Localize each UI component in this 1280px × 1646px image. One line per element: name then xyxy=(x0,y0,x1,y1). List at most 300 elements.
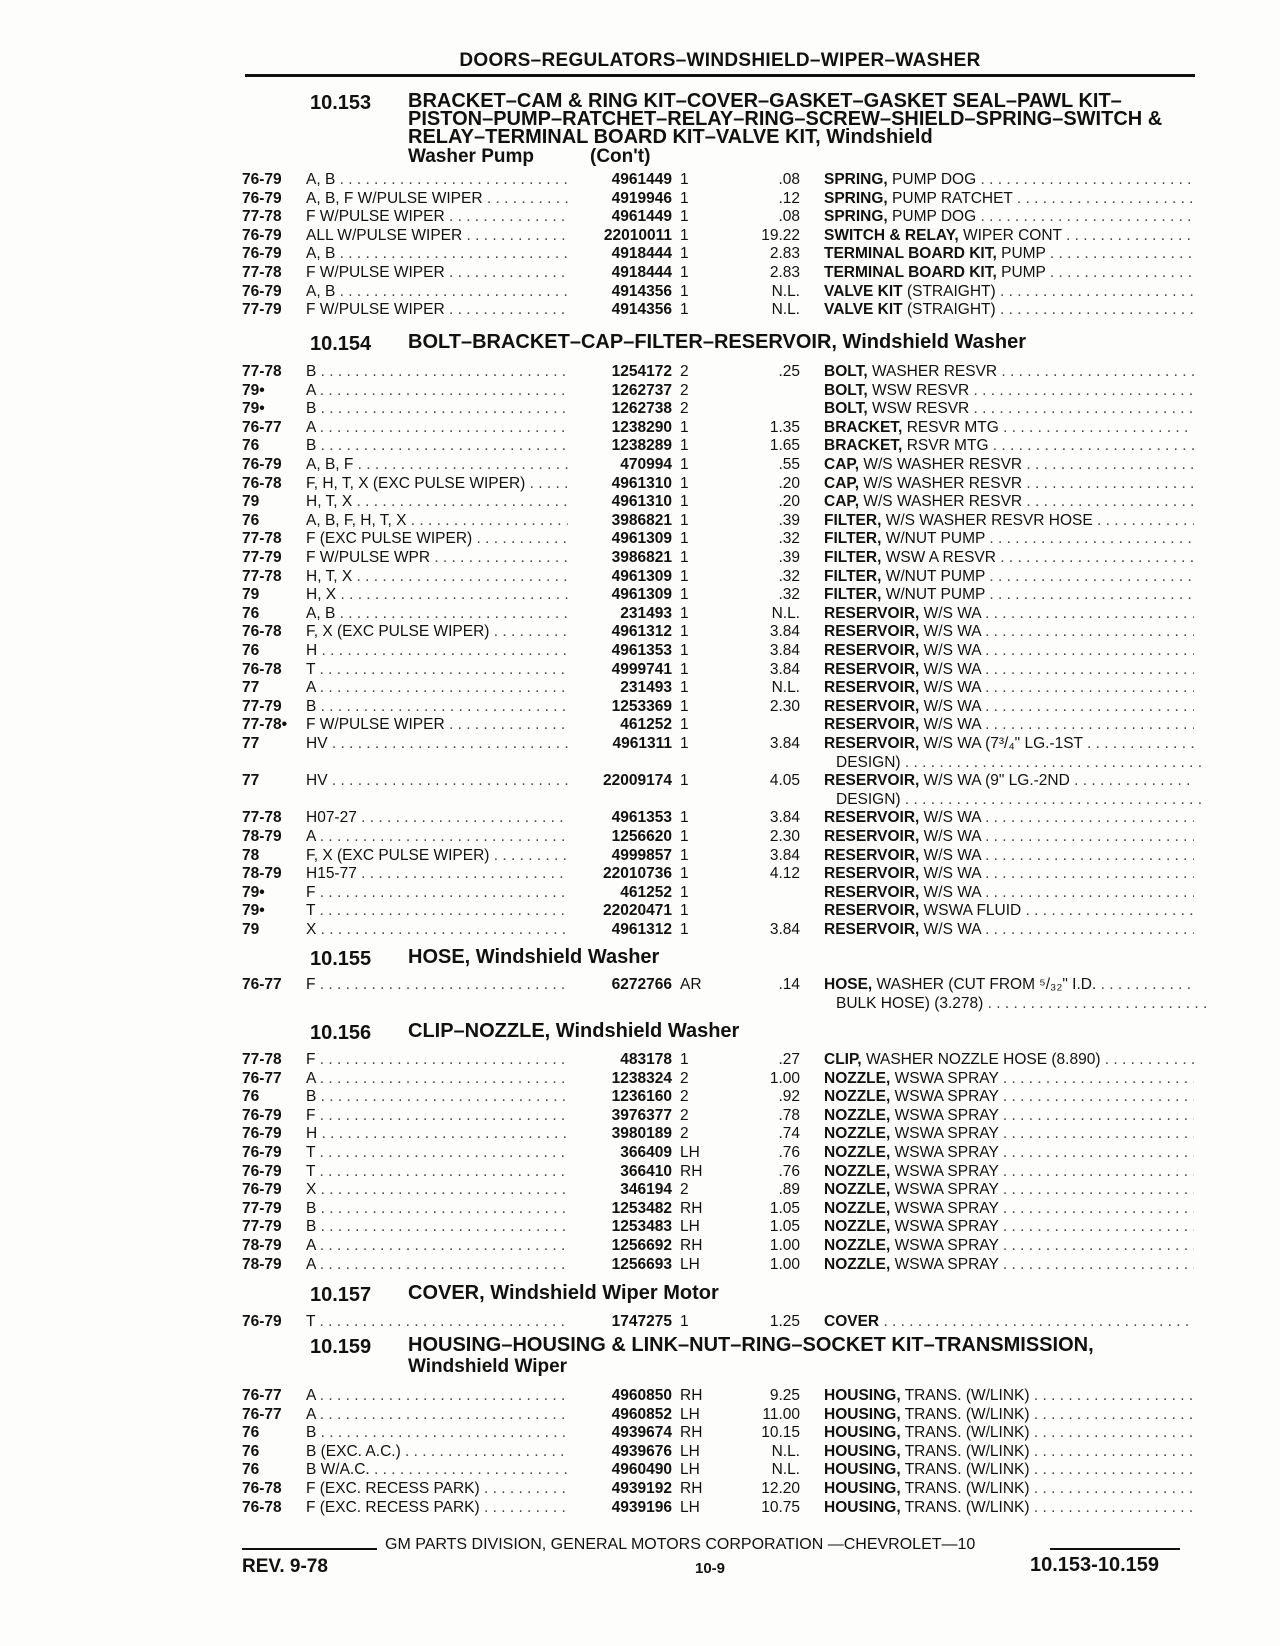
part-number: 4960490 xyxy=(611,1461,672,1479)
year-range: 76 xyxy=(242,1424,260,1442)
model-applicability: B . . . xyxy=(306,362,568,381)
model-applicability: H, X . . . xyxy=(306,585,568,604)
price: 3.84 xyxy=(769,809,800,827)
year-range: 77 xyxy=(242,679,260,697)
price: 4.12 xyxy=(769,865,800,883)
quantity: 1 xyxy=(680,809,689,827)
model-applicability: F W/PULSE WIPER . . . xyxy=(306,300,568,319)
part-name: NOZZLE, xyxy=(824,1144,891,1161)
quantity: 2 xyxy=(680,1088,689,1106)
price: 10.15 xyxy=(761,1424,800,1442)
year-range: 76-79 xyxy=(242,456,282,473)
section-title: HOSE, Windshield Washer xyxy=(408,946,660,968)
part-detail: (STRAIGHT) xyxy=(906,301,996,319)
year-range: 76-78 xyxy=(242,1498,282,1516)
part-name: VALVE KIT xyxy=(824,282,903,300)
quantity: 1 xyxy=(680,697,689,715)
part-detail: W/NUT PUMP xyxy=(885,530,986,548)
year-range: 76 xyxy=(242,1442,260,1460)
part-detail: TRANS. (W/LINK) xyxy=(904,1498,1030,1516)
part-name: CAP, xyxy=(824,493,860,511)
part-detail: WASHER (CUT FROM ⁵/₃₂" I.D. xyxy=(876,976,1097,993)
part-name: SWITCH & RELAY, xyxy=(824,226,959,244)
quantity: RH xyxy=(680,1199,703,1217)
quantity: 1 xyxy=(680,1313,689,1330)
part-name: RESERVOIR, xyxy=(824,735,920,752)
parts-row xyxy=(0,827,1280,846)
part-name: HOUSING, xyxy=(824,1424,901,1442)
part-detail: PUMP xyxy=(1001,264,1046,281)
parts-row xyxy=(0,1498,1280,1517)
price: .20 xyxy=(778,493,800,511)
model-applicability: T . . . xyxy=(306,901,568,920)
part-name: FILTER, xyxy=(824,567,882,585)
year-range: 77-78 xyxy=(242,208,282,226)
model-applicability: F W/PULSE WIPER . . . xyxy=(306,263,568,282)
part-description xyxy=(824,1460,1194,1479)
model-applicability: A, B . . . xyxy=(306,170,568,189)
part-description xyxy=(824,207,1194,226)
part-description xyxy=(824,622,1194,641)
parts-row xyxy=(0,529,1280,548)
part-number: 366410 xyxy=(620,1162,672,1180)
year-range: 76-79 xyxy=(242,171,282,188)
part-name: HOUSING, xyxy=(824,1405,901,1423)
model-applicability: T . . . xyxy=(306,1162,568,1181)
part-number: 346194 xyxy=(620,1181,672,1199)
quantity: 2 xyxy=(680,381,689,399)
part-name: NOZZLE, xyxy=(824,1199,891,1217)
price: N.L. xyxy=(771,301,800,319)
part-description xyxy=(824,170,1194,189)
part-number: 4919946 xyxy=(611,189,672,207)
year-range: 76-79 xyxy=(242,1144,282,1161)
quantity: 1 xyxy=(680,716,689,734)
part-number: 1253482 xyxy=(611,1199,672,1217)
price: 1.00 xyxy=(769,1069,800,1087)
year-range: 77-79 xyxy=(242,1218,282,1236)
part-detail: PUMP DOG xyxy=(892,208,977,226)
year-range: 79 xyxy=(242,921,260,938)
part-detail: WIPER CONT xyxy=(962,226,1062,244)
part-description xyxy=(824,641,1194,660)
part-name: NOZZLE, xyxy=(824,1162,891,1180)
section-title: HOUSING–HOUSING & LINK–NUT–RING–SOCKET KIT–TRANSMISSION, xyxy=(408,1334,1094,1356)
part-number: 3986821 xyxy=(611,549,672,566)
model-applicability: F . . . xyxy=(306,1050,568,1069)
year-range: 76-79 xyxy=(242,1313,282,1330)
part-detail: TRANS. (W/LINK) xyxy=(904,1461,1030,1479)
footer-revision: REV. 9-78 xyxy=(242,1556,328,1577)
part-name: NOZZLE, xyxy=(824,1218,891,1236)
year-range: 77 xyxy=(242,735,260,752)
part-description xyxy=(824,1386,1194,1405)
quantity: 2 xyxy=(680,363,689,380)
price: .32 xyxy=(778,530,800,548)
model-applicability: F (EXC. RECESS PARK) . . . xyxy=(306,1498,568,1517)
footer-rule-right xyxy=(1050,1548,1180,1550)
section-title: COVER, Windshield Wiper Motor xyxy=(408,1282,719,1304)
part-description xyxy=(824,1479,1194,1498)
part-detail: WSWA SPRAY xyxy=(894,1181,999,1199)
part-detail: TRANS. (W/LINK) xyxy=(904,1405,1030,1423)
part-detail: WSWA SPRAY xyxy=(894,1218,999,1236)
part-description xyxy=(824,511,1194,530)
parts-row xyxy=(0,585,1280,604)
part-description xyxy=(824,827,1194,846)
part-detail: TRANS. (W/LINK) xyxy=(904,1442,1030,1460)
model-applicability: B . . . xyxy=(306,1423,568,1442)
year-range: 76-77 xyxy=(242,1405,282,1423)
model-applicability: F, X (EXC PULSE WIPER) . . . xyxy=(306,622,568,641)
model-applicability: F . . . xyxy=(306,883,568,902)
part-number: 4999857 xyxy=(611,846,672,864)
quantity: 1 xyxy=(680,530,689,548)
part-name: RESERVOIR, xyxy=(824,697,920,715)
price: N.L. xyxy=(771,679,800,697)
part-description xyxy=(824,808,1194,827)
year-range: 79 xyxy=(242,586,260,604)
year-range: 76 xyxy=(242,511,260,529)
part-name: RESERVOIR, xyxy=(824,809,920,827)
part-detail: W/S WA xyxy=(923,921,981,938)
section-number: 10.154 xyxy=(310,333,372,355)
part-number: 483178 xyxy=(620,1051,672,1068)
part-number: 4961353 xyxy=(611,642,672,659)
part-detail: WSW RESVR xyxy=(871,381,970,399)
year-range: 77-78 xyxy=(242,264,282,281)
parts-row xyxy=(0,207,1280,226)
model-applicability: A, B, F . . . xyxy=(306,455,568,474)
model-applicability: H15-77 . . . xyxy=(306,864,568,883)
year-range: 76-79 xyxy=(242,1162,282,1180)
model-applicability: A . . . xyxy=(306,1069,568,1088)
price: .08 xyxy=(778,171,800,188)
quantity: 1 xyxy=(680,189,689,207)
parts-row-continuation xyxy=(0,994,1280,1013)
part-detail: WSWA SPRAY xyxy=(894,1069,999,1087)
quantity: 2 xyxy=(680,1125,689,1143)
part-number: 4914356 xyxy=(611,301,672,319)
part-name: TERMINAL BOARD KIT, xyxy=(824,264,997,281)
part-name: NOZZLE, xyxy=(824,1088,891,1106)
part-description xyxy=(824,1199,1194,1218)
year-range: 77-79 xyxy=(242,697,282,715)
parts-row xyxy=(0,808,1280,827)
model-applicability: HV . . . xyxy=(306,771,568,790)
year-range: 77-78• xyxy=(242,716,288,734)
parts-row xyxy=(0,1143,1280,1162)
part-detail: WSWA SPRAY xyxy=(894,1255,999,1273)
quantity: LH xyxy=(680,1442,700,1460)
parts-row xyxy=(0,734,1280,753)
part-name: FILTER, xyxy=(824,586,882,604)
parts-row xyxy=(0,362,1280,381)
parts-row xyxy=(0,622,1280,641)
part-number: 1256693 xyxy=(611,1255,672,1273)
part-number: 4914356 xyxy=(611,282,672,300)
year-range: 76-79 xyxy=(242,1181,282,1199)
part-description xyxy=(824,455,1194,474)
quantity: LH xyxy=(680,1144,700,1161)
parts-row xyxy=(0,1199,1280,1218)
model-applicability: B (EXC. A.C.) . . . xyxy=(306,1442,568,1461)
part-number: 22010011 xyxy=(603,226,672,244)
part-name: HOUSING, xyxy=(824,1461,901,1479)
part-detail: W/S WASHER RESVR xyxy=(863,474,1023,492)
year-range: 77-79 xyxy=(242,549,282,566)
part-name: FILTER, xyxy=(824,549,882,566)
part-name: RESERVOIR, xyxy=(824,772,920,790)
part-number: 1238290 xyxy=(611,418,672,436)
parts-row xyxy=(0,263,1280,282)
part-name: BOLT, xyxy=(824,363,868,380)
quantity: RH xyxy=(680,1424,703,1442)
model-applicability: F W/PULSE WIPER . . . xyxy=(306,715,568,734)
part-name: HOUSING, xyxy=(824,1498,901,1516)
parts-row xyxy=(0,1106,1280,1125)
part-detail: TRANS. (W/LINK) xyxy=(904,1387,1030,1404)
model-applicability: B . . . xyxy=(306,1217,568,1236)
part-detail: W/S WASHER RESVR xyxy=(863,493,1023,511)
price: .92 xyxy=(778,1088,800,1106)
price: 1.35 xyxy=(769,418,800,436)
quantity: 1 xyxy=(680,226,689,244)
part-number: 4939676 xyxy=(611,1442,672,1460)
quantity: 1 xyxy=(680,772,689,790)
price: 3.84 xyxy=(769,846,800,864)
year-range: 76-78 xyxy=(242,660,282,678)
parts-row xyxy=(0,1236,1280,1255)
part-description xyxy=(824,1050,1194,1069)
price: 1.65 xyxy=(769,437,800,455)
part-description xyxy=(824,399,1194,418)
part-number: 4939192 xyxy=(611,1480,672,1497)
year-range: 78-79 xyxy=(242,1237,282,1254)
year-range: 76-77 xyxy=(242,418,282,436)
quantity: LH xyxy=(680,1461,700,1479)
part-name: RESERVOIR, xyxy=(824,642,920,659)
price: N.L. xyxy=(771,1461,800,1479)
quantity: 1 xyxy=(680,301,689,319)
part-description xyxy=(824,697,1194,716)
part-detail: TRANS. (W/LINK) xyxy=(904,1424,1030,1442)
model-applicability: F . . . xyxy=(306,975,568,994)
part-description xyxy=(824,436,1194,455)
part-name: NOZZLE, xyxy=(824,1125,891,1143)
quantity: RH xyxy=(680,1387,703,1404)
part-name: RESERVOIR, xyxy=(824,623,920,641)
price: .76 xyxy=(778,1144,800,1161)
model-applicability: T . . . xyxy=(306,1312,568,1331)
year-range: 76 xyxy=(242,1088,260,1106)
part-description xyxy=(824,660,1194,679)
part-number: 1253483 xyxy=(611,1218,672,1236)
part-name: RESERVOIR, xyxy=(824,604,920,622)
part-name: BOLT, xyxy=(824,400,868,418)
part-description xyxy=(824,1442,1194,1461)
part-number: 3980189 xyxy=(611,1125,672,1143)
model-applicability: ALL W/PULSE WIPER . . . xyxy=(306,226,568,245)
part-name: RESERVOIR, xyxy=(824,660,920,678)
parts-row xyxy=(0,1442,1280,1461)
model-applicability: A . . . xyxy=(306,1386,568,1405)
part-name: RESERVOIR, xyxy=(824,716,920,734)
price: 1.05 xyxy=(769,1218,800,1236)
quantity: 1 xyxy=(680,282,689,300)
model-applicability: F, H, T, X (EXC PULSE WIPER) . . . xyxy=(306,474,568,493)
year-range: 77-79 xyxy=(242,1199,282,1217)
quantity: 1 xyxy=(680,604,689,622)
part-number: 4961310 xyxy=(611,493,672,511)
part-number: 1262738 xyxy=(611,400,672,418)
quantity: 1 xyxy=(680,493,689,511)
parts-row xyxy=(0,226,1280,245)
model-applicability: B . . . xyxy=(306,1087,568,1106)
part-description xyxy=(824,1106,1194,1125)
part-name: CAP, xyxy=(824,474,860,492)
model-applicability: A, B . . . xyxy=(306,604,568,623)
year-range: 76-79 xyxy=(242,189,282,207)
part-detail: W/S WA xyxy=(923,642,981,659)
part-number: 4961449 xyxy=(611,171,672,188)
part-name: NOZZLE, xyxy=(824,1237,891,1254)
model-applicability: T . . . xyxy=(306,1143,568,1162)
part-name: RESERVOIR, xyxy=(824,921,920,938)
parts-row xyxy=(0,604,1280,623)
part-description xyxy=(824,362,1194,381)
parts-row xyxy=(0,1087,1280,1106)
part-description xyxy=(824,189,1194,208)
part-detail: W/S WASHER RESVR HOSE xyxy=(885,511,1093,529)
year-range: 79• xyxy=(242,902,265,920)
part-description xyxy=(824,1498,1194,1517)
part-detail: W/S WA xyxy=(923,697,981,715)
parts-row xyxy=(0,641,1280,660)
part-number: 6272766 xyxy=(611,976,672,993)
section-number: 10.157 xyxy=(310,1284,372,1306)
parts-row xyxy=(0,418,1280,437)
section-subtitle: Washer Pump xyxy=(408,146,534,167)
price: 3.84 xyxy=(769,660,800,678)
parts-row xyxy=(0,1405,1280,1424)
part-description xyxy=(824,1143,1194,1162)
part-description xyxy=(824,1162,1194,1181)
part-description xyxy=(824,1069,1194,1088)
part-name: SPRING, xyxy=(824,171,888,188)
price: .32 xyxy=(778,567,800,585)
part-detail: PUMP RATCHET xyxy=(892,189,1013,207)
part-number: 4961312 xyxy=(611,921,672,938)
quantity: 1 xyxy=(680,828,689,845)
parts-row xyxy=(0,678,1280,697)
parts-row-continuation xyxy=(0,790,1280,809)
model-applicability: F W/PULSE WIPER . . . xyxy=(306,207,568,226)
part-number: 4961309 xyxy=(611,567,672,585)
quantity: 1 xyxy=(680,208,689,226)
price: .55 xyxy=(778,456,800,473)
part-description xyxy=(824,715,1194,734)
year-range: 79• xyxy=(242,400,265,418)
part-detail: W/NUT PUMP xyxy=(885,567,986,585)
quantity: 1 xyxy=(680,1051,689,1068)
quantity: 1 xyxy=(680,567,689,585)
quantity: AR xyxy=(680,976,702,993)
quantity: 2 xyxy=(680,1106,689,1124)
part-description xyxy=(824,864,1194,883)
part-detail: W/S WA (9" LG.-2ND xyxy=(923,772,1070,790)
part-name: SPRING, xyxy=(824,189,888,207)
part-number: 231493 xyxy=(620,604,672,622)
part-detail: PUMP DOG xyxy=(892,171,977,188)
part-name: NOZZLE, xyxy=(824,1106,891,1124)
parts-row xyxy=(0,975,1280,994)
part-description xyxy=(824,678,1194,697)
price: N.L. xyxy=(771,604,800,622)
model-applicability: B . . . xyxy=(306,697,568,716)
part-description xyxy=(824,920,1194,939)
parts-row xyxy=(0,660,1280,679)
parts-row xyxy=(0,920,1280,939)
quantity: RH xyxy=(680,1162,703,1180)
part-detail: W/NUT PUMP xyxy=(885,586,986,604)
section-number: 10.156 xyxy=(310,1022,372,1044)
quantity: LH xyxy=(680,1218,700,1236)
quantity: RH xyxy=(680,1237,703,1254)
quantity: 1 xyxy=(680,623,689,641)
quantity: 1 xyxy=(680,921,689,938)
part-name: RESERVOIR, xyxy=(824,902,920,920)
part-description xyxy=(824,1087,1194,1106)
model-applicability: A . . . xyxy=(306,827,568,846)
quantity: 1 xyxy=(680,474,689,492)
year-range: 77-79 xyxy=(242,301,282,319)
footer-page-number: 10-9 xyxy=(695,1560,726,1577)
part-name: RESERVOIR, xyxy=(824,679,920,697)
part-description xyxy=(824,226,1194,245)
price: .39 xyxy=(778,511,800,529)
part-number: 3976377 xyxy=(611,1106,672,1124)
quantity: 1 xyxy=(680,735,689,752)
quantity: 1 xyxy=(680,642,689,659)
price: N.L. xyxy=(771,282,800,300)
part-name: FILTER, xyxy=(824,530,882,548)
parts-row xyxy=(0,399,1280,418)
part-description xyxy=(824,846,1194,865)
part-number: 231493 xyxy=(620,679,672,697)
year-range: 76-79 xyxy=(242,226,282,244)
model-applicability: X . . . xyxy=(306,920,568,939)
part-description xyxy=(824,1405,1194,1424)
price: 9.25 xyxy=(769,1387,800,1404)
year-range: 76-79 xyxy=(242,1125,282,1143)
year-range: 76-77 xyxy=(242,976,282,993)
part-description xyxy=(824,244,1194,263)
footer-rule-left xyxy=(242,1548,377,1550)
year-range: 79 xyxy=(242,493,260,511)
model-applicability: A, B, F W/PULSE WIPER . . . xyxy=(306,189,568,208)
part-description xyxy=(824,548,1194,567)
price: .76 xyxy=(778,1162,800,1180)
part-name: BOLT, xyxy=(824,381,868,399)
parts-row-continuation xyxy=(0,753,1280,772)
part-name: RESERVOIR, xyxy=(824,828,920,845)
part-name: COVER xyxy=(824,1313,880,1330)
part-description xyxy=(824,734,1194,753)
part-detail: W/S WA xyxy=(923,623,981,641)
price: 2.83 xyxy=(769,264,800,281)
part-detail: W/S WA xyxy=(923,846,981,864)
